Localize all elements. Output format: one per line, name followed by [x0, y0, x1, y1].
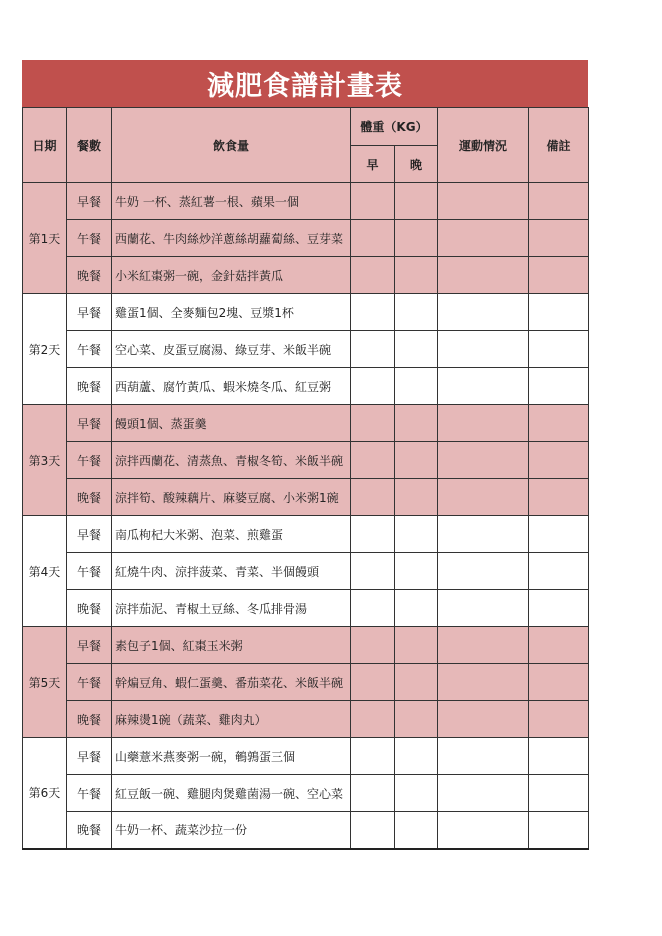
weight-morning-cell[interactable] [351, 257, 395, 294]
table-row [23, 664, 589, 701]
header-food: 飲食量 [112, 108, 351, 183]
weight-morning-cell[interactable] [351, 516, 395, 553]
note-cell[interactable] [529, 220, 589, 257]
meal-name: 早餐 [67, 294, 112, 331]
header-meal: 餐數 [67, 108, 112, 183]
food-cell: 小米紅棗粥一碗，金針菇拌黃瓜 [112, 257, 351, 294]
exercise-cell[interactable] [438, 479, 529, 516]
weight-evening-cell[interactable] [395, 294, 438, 331]
food-cell: 空心菜、皮蛋豆腐湯、綠豆芽、米飯半碗 [112, 331, 351, 368]
weight-evening-cell[interactable] [395, 627, 438, 664]
exercise-cell[interactable] [438, 442, 529, 479]
note-cell[interactable] [529, 257, 589, 294]
exercise-cell[interactable] [438, 331, 529, 368]
header-date: 日期 [23, 108, 67, 183]
exercise-cell[interactable] [438, 405, 529, 442]
day-label: 第5天 [23, 627, 67, 738]
weight-evening-cell[interactable] [395, 183, 438, 220]
header-weight: 體重（KG） [351, 108, 438, 146]
table-row [23, 294, 589, 331]
table-row [23, 479, 589, 516]
meal-name: 午餐 [67, 220, 112, 257]
weight-morning-cell[interactable] [351, 183, 395, 220]
table-row [23, 553, 589, 590]
header-weight-evening: 晚 [395, 146, 438, 183]
weight-evening-cell[interactable] [395, 590, 438, 627]
note-cell[interactable] [529, 479, 589, 516]
table-row [23, 442, 589, 479]
meal-name: 早餐 [67, 516, 112, 553]
header-weight-morning: 早 [351, 146, 395, 183]
weight-morning-cell[interactable] [351, 479, 395, 516]
meal-name: 晚餐 [67, 479, 112, 516]
weight-evening-cell[interactable] [395, 775, 438, 812]
note-cell[interactable] [529, 331, 589, 368]
table-row [23, 331, 589, 368]
meal-name: 午餐 [67, 775, 112, 812]
food-cell: 紅豆飯一碗、雞腿肉煲雞菌湯一碗、空心菜 [112, 775, 351, 812]
meal-name: 晚餐 [67, 257, 112, 294]
meal-name: 早餐 [67, 405, 112, 442]
weight-evening-cell[interactable] [395, 479, 438, 516]
note-cell[interactable] [529, 368, 589, 405]
food-cell: 紅燒牛肉、涼拌菠菜、青菜、半個饅頭 [112, 553, 351, 590]
note-cell[interactable] [529, 516, 589, 553]
note-cell[interactable] [529, 553, 589, 590]
exercise-cell[interactable] [438, 664, 529, 701]
food-cell: 南瓜枸杞大米粥、泡菜、煎雞蛋 [112, 516, 351, 553]
note-cell[interactable] [529, 183, 589, 220]
note-cell[interactable] [529, 664, 589, 701]
weight-evening-cell[interactable] [395, 442, 438, 479]
table-row [23, 701, 589, 738]
note-cell[interactable] [529, 738, 589, 775]
exercise-cell[interactable] [438, 701, 529, 738]
food-cell: 牛奶 一杯、蒸紅薯一根、蘋果一個 [112, 183, 351, 220]
note-cell[interactable] [529, 590, 589, 627]
exercise-cell[interactable] [438, 220, 529, 257]
food-cell: 西葫蘆、腐竹黃瓜、蝦米燒冬瓜、紅豆粥 [112, 368, 351, 405]
weight-evening-cell[interactable] [395, 812, 438, 849]
day-label: 第4天 [23, 516, 67, 627]
exercise-cell[interactable] [438, 368, 529, 405]
food-cell: 麻辣燙1碗（蔬菜、雞肉丸） [112, 701, 351, 738]
weight-morning-cell[interactable] [351, 590, 395, 627]
meal-plan-table [22, 107, 589, 850]
food-cell: 涼拌筍、酸辣藕片、麻婆豆腐、小米粥1碗 [112, 479, 351, 516]
weight-evening-cell[interactable] [395, 368, 438, 405]
weight-evening-cell[interactable] [395, 664, 438, 701]
weight-morning-cell[interactable] [351, 738, 395, 775]
table-row [23, 368, 589, 405]
day-label: 第1天 [23, 183, 67, 294]
exercise-cell[interactable] [438, 590, 529, 627]
weight-morning-cell[interactable] [351, 664, 395, 701]
table-row [23, 220, 589, 257]
header-note: 備註 [529, 108, 589, 183]
weight-morning-cell[interactable] [351, 294, 395, 331]
table-row [23, 257, 589, 294]
food-cell: 牛奶一杯、蔬菜沙拉一份 [112, 812, 351, 849]
table-row [23, 775, 589, 812]
weight-morning-cell[interactable] [351, 553, 395, 590]
weight-morning-cell[interactable] [351, 812, 395, 849]
exercise-cell[interactable] [438, 294, 529, 331]
exercise-cell[interactable] [438, 627, 529, 664]
table-row [23, 590, 589, 627]
food-cell: 山藥薏米燕麥粥一碗，鵪鶉蛋三個 [112, 738, 351, 775]
weight-morning-cell[interactable] [351, 775, 395, 812]
note-cell[interactable] [529, 627, 589, 664]
note-cell[interactable] [529, 294, 589, 331]
weight-morning-cell[interactable] [351, 220, 395, 257]
food-cell: 涼拌西蘭花、清蒸魚、青椒冬筍、米飯半碗 [112, 442, 351, 479]
exercise-cell[interactable] [438, 738, 529, 775]
exercise-cell[interactable] [438, 553, 529, 590]
food-cell: 饅頭1個、蒸蛋羹 [112, 405, 351, 442]
table-row [23, 516, 589, 553]
exercise-cell[interactable] [438, 775, 529, 812]
meal-name: 午餐 [67, 442, 112, 479]
note-cell[interactable] [529, 701, 589, 738]
weight-evening-cell[interactable] [395, 701, 438, 738]
weight-evening-cell[interactable] [395, 405, 438, 442]
meal-plan-body [23, 183, 589, 849]
meal-name: 晚餐 [67, 812, 112, 849]
weight-morning-cell[interactable] [351, 331, 395, 368]
weight-morning-cell[interactable] [351, 442, 395, 479]
weight-evening-cell[interactable] [395, 331, 438, 368]
meal-name: 晚餐 [67, 590, 112, 627]
food-cell: 素包子1個、紅棗玉米粥 [112, 627, 351, 664]
weight-morning-cell[interactable] [351, 368, 395, 405]
meal-name: 晚餐 [67, 368, 112, 405]
note-cell[interactable] [529, 405, 589, 442]
weight-evening-cell[interactable] [395, 257, 438, 294]
note-cell[interactable] [529, 442, 589, 479]
weight-evening-cell[interactable] [395, 738, 438, 775]
day-label: 第2天 [23, 294, 67, 405]
header-exercise: 運動情況 [438, 108, 529, 183]
exercise-cell[interactable] [438, 183, 529, 220]
table-row [23, 183, 589, 220]
weight-evening-cell[interactable] [395, 516, 438, 553]
food-cell: 雞蛋1個、全麥麵包2塊、豆漿1杯 [112, 294, 351, 331]
meal-name: 早餐 [67, 738, 112, 775]
exercise-cell[interactable] [438, 516, 529, 553]
meal-name: 早餐 [67, 627, 112, 664]
day-label: 第6天 [23, 738, 67, 849]
food-cell: 幹煸豆角、蝦仁蛋羹、番茄菜花、米飯半碗 [112, 664, 351, 701]
table-row [23, 405, 589, 442]
meal-name: 午餐 [67, 331, 112, 368]
table-row [23, 627, 589, 664]
day-label: 第3天 [23, 405, 67, 516]
note-cell[interactable] [529, 775, 589, 812]
meal-name: 早餐 [67, 183, 112, 220]
exercise-cell[interactable] [438, 257, 529, 294]
food-cell: 涼拌茄泥、青椒土豆絲、冬瓜排骨湯 [112, 590, 351, 627]
weight-morning-cell[interactable] [351, 405, 395, 442]
note-cell[interactable] [529, 812, 589, 849]
meal-plan-sheet [22, 60, 588, 850]
weight-evening-cell[interactable] [395, 220, 438, 257]
meal-name: 午餐 [67, 553, 112, 590]
meal-name: 晚餐 [67, 701, 112, 738]
meal-name: 午餐 [67, 664, 112, 701]
weight-evening-cell[interactable] [395, 553, 438, 590]
table-row [23, 812, 589, 849]
exercise-cell[interactable] [438, 812, 529, 849]
sheet-title: 減肥食譜計畫表 [22, 60, 588, 107]
food-cell: 西蘭花、牛肉絲炒洋蔥絲胡蘿蔔絲、豆芽菜 [112, 220, 351, 257]
table-row [23, 738, 589, 775]
weight-morning-cell[interactable] [351, 627, 395, 664]
weight-morning-cell[interactable] [351, 701, 395, 738]
